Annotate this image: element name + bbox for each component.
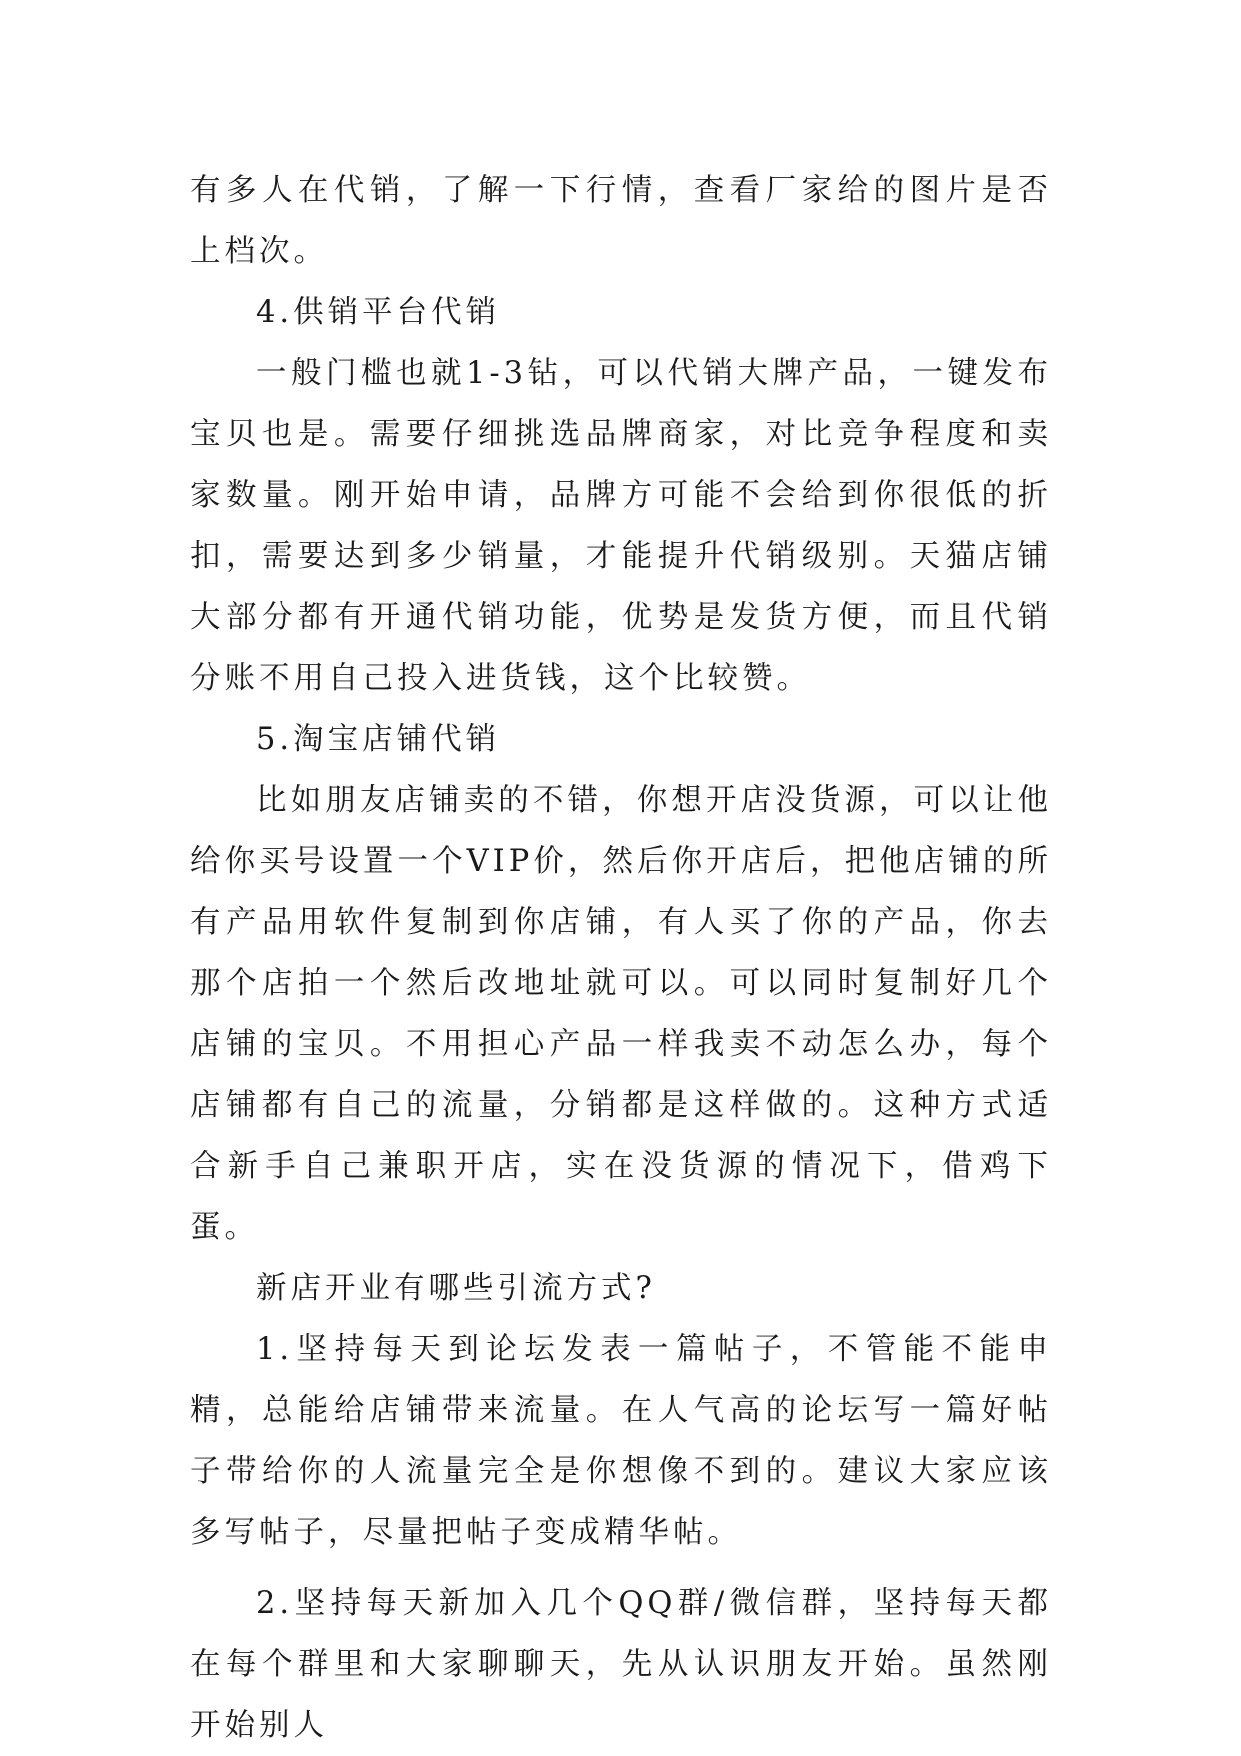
paragraph-taobao-store: 比如朋友店铺卖的不错，你想开店没货源，可以让他给你买号设置一个VIP价，然后你开店后，把他店铺的所有产品用软件复制到你店铺，有人买了你的产品，你去那个店拍一个然后改地址就可以。可以同时复制好几个店铺的宝贝。不用担心产品一样我卖不动怎么办，每个店铺都有自己的流量，分销都是这样做的。这种方式适合新手自己兼职开店，实在没货源的情况下，借鸡下蛋。 [190,783,1052,1245]
paragraph-forum-posts: 1.坚持每天到论坛发表一篇帖子，不管能不能申精，总能给店铺带来流量。在人气高的论坛写一篇好帖子带给你的人流量完全是你想像不到的。建议大家应该多写帖子，尽量把帖子变成精华帖。 [190,1332,1052,1550]
heading-new-store-traffic: 新店开业有哪些引流方式? [256,1271,656,1306]
paragraph-qq-wechat-groups: 2.坚持每天新加入几个QQ群/微信群，坚持每天都在每个群里和大家聊聊天，先从认识朋友开始。虽然刚开始别人 [190,1586,1052,1743]
document-body [190,160,1052,1756]
paragraph-continued-text: 有多人在代销，了解一下行情，查看厂家给的图片是否上档次。 [190,173,1052,269]
paragraph-supply-platform: 一般门槛也就1-3钻，可以代销大牌产品，一键发布宝贝也是。需要仔细挑选品牌商家，对比竞争程度和卖家数量。刚开始申请，品牌方可能不会给到你很低的折扣，需要达到多少销量，才能提升代销级别。天猫店铺大部分都有开通代销功能，优势是发货方便，而且代销分账不用自己投入进货钱，这个比较赞。 [190,356,1052,696]
heading-taobao-store-consignment: 5.淘宝店铺代销 [256,722,501,757]
heading-supply-platform-consignment: 4.供销平台代销 [256,295,501,330]
